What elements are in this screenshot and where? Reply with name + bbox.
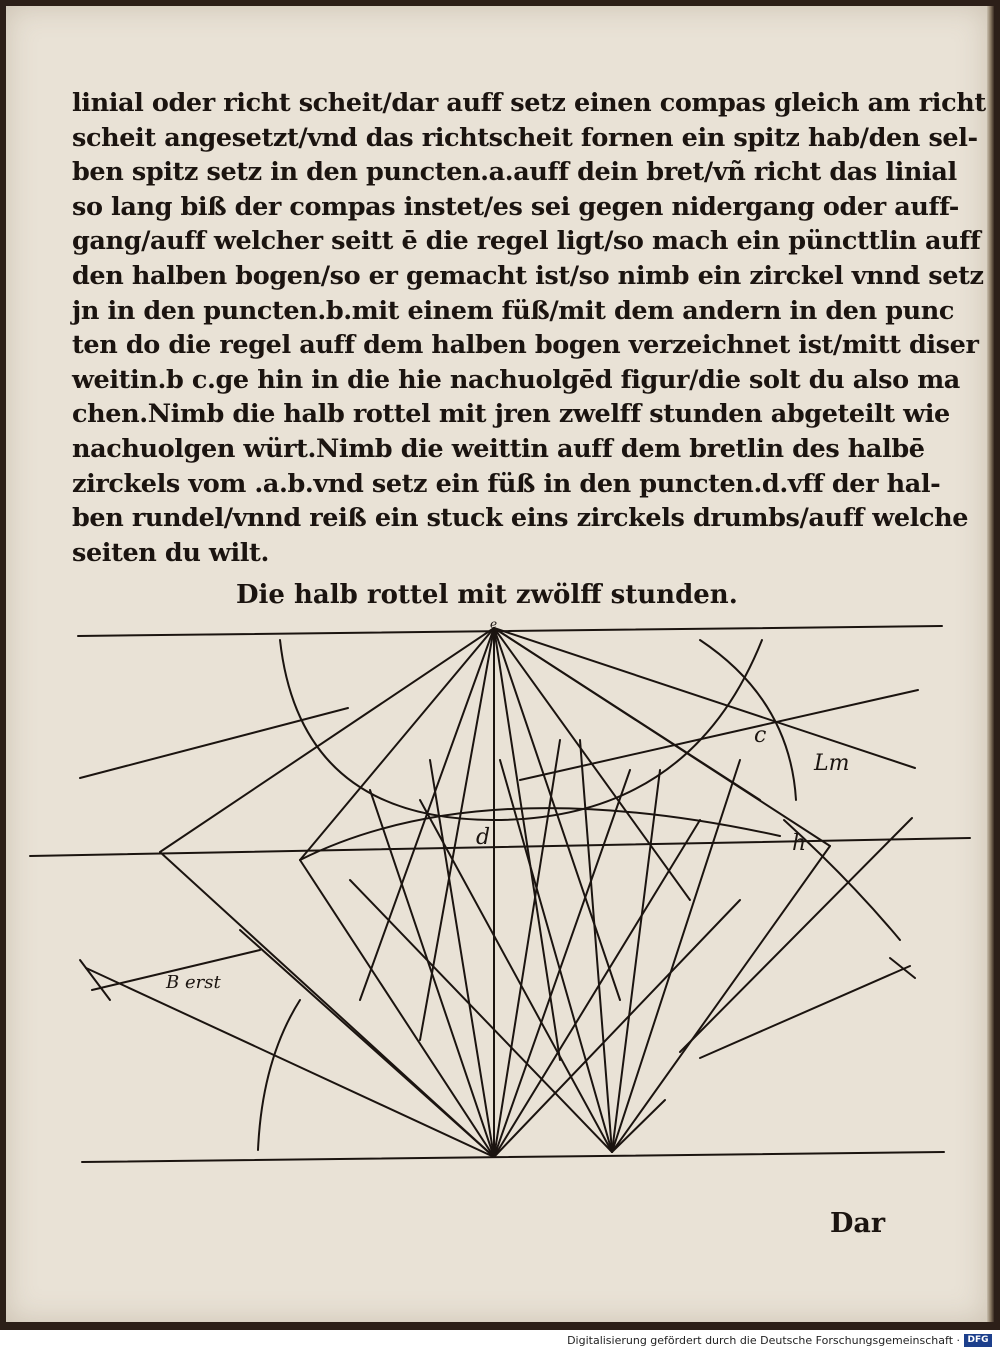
- text-line: scheit angesetzt/vnd das richtscheit fornen ein spitz hab/den sel-: [72, 122, 978, 153]
- label-e: e: [490, 617, 498, 631]
- text-line: linial oder richt scheit/dar auff setz einen compas gleich am richt: [72, 88, 986, 118]
- text-line: gang/auff welcher seitt ē die regel ligt/so mach ein püncttlin auff: [72, 226, 981, 257]
- text-line: jn in den puncten.b.mit einem füß/mit dem andern in den punc: [72, 295, 955, 326]
- label-lm: Lm: [814, 751, 850, 776]
- text-line: ten do die regel auff dem halben bogen verzeichnet ist/mitt diser: [72, 330, 979, 361]
- label-b: B erst: [166, 972, 221, 993]
- text-line: zirckels vom .a.b.vnd setz ein füß in den puncten.d.vff der hal-: [72, 468, 941, 499]
- catchword: Dar: [830, 1208, 886, 1239]
- arc-lower-left: [258, 1000, 300, 1150]
- diagonal-left: [80, 708, 348, 778]
- arc-inner: [300, 808, 780, 860]
- figure-caption: Die halb rottel mit zwölff stunden.: [236, 580, 738, 610]
- text-line: ben rundel/vnnd reiß ein stuck eins zirckels drumbs/auff welche: [72, 503, 969, 534]
- diagram-lines: [30, 626, 970, 1162]
- text-line: weitin.b c.ge hin in die hie nachuolgēd figur/die solt du also ma: [72, 364, 960, 395]
- footer-credit: Digitalisierung gefördert durch die Deutsche Forschungsgemeinschaft ·: [567, 1334, 960, 1347]
- bottom-line: [82, 1152, 944, 1162]
- text-line: chen.Nimb die halb rottel mit jren zwelff stunden abgeteilt wie: [72, 399, 950, 430]
- diagonal-right: [494, 628, 915, 768]
- text-line: ben spitz setz in den puncten.a.auff dein bret/vñ richt das linial: [72, 157, 957, 188]
- diamond-upper: [160, 628, 494, 852]
- diagonal-lower-right: [700, 966, 910, 1058]
- text-line: so lang biß der compas instet/es sei gegen nidergang oder auff-: [72, 191, 959, 222]
- label-h: h: [792, 831, 807, 856]
- label-d: d: [476, 825, 491, 850]
- text-line: nachuolgen würt.Nimb die weittin auff dem bretlin des halbē: [72, 433, 925, 464]
- top-line: [78, 626, 942, 636]
- label-c: c: [754, 723, 767, 748]
- text-line: den halben bogen/so er gemacht ist/so nimb ein zirckel vnnd setz: [72, 260, 984, 291]
- dfg-logo-icon[interactable]: DFG: [964, 1334, 992, 1347]
- text-line: seiten du wilt.: [72, 537, 269, 568]
